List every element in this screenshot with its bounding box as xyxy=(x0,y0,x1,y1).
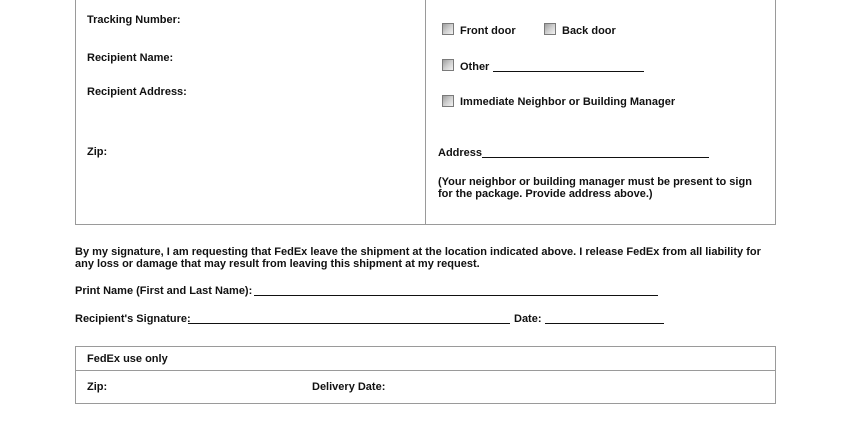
date-label: Date: xyxy=(514,313,542,325)
signature-label: Recipient's Signature: xyxy=(75,313,191,325)
tracking-number-label: Tracking Number: xyxy=(87,14,181,26)
fedex-use-only-box xyxy=(75,346,776,404)
neighbor-label: Immediate Neighbor or Building Manager xyxy=(460,96,676,108)
back-door-label: Back door xyxy=(562,25,616,37)
signature-input-line[interactable] xyxy=(188,323,510,324)
delivery-date-label: Delivery Date: xyxy=(312,381,386,393)
column-divider xyxy=(425,0,426,224)
front-door-checkbox[interactable] xyxy=(442,23,454,35)
fedex-box-divider xyxy=(76,370,775,371)
fedex-use-only-title: FedEx use only xyxy=(87,353,168,365)
date-input-line[interactable] xyxy=(545,323,664,324)
address-label: Address xyxy=(438,147,483,159)
fedex-zip-label: Zip: xyxy=(87,381,108,393)
back-door-checkbox[interactable] xyxy=(544,23,556,35)
zip-label: Zip: xyxy=(87,146,108,158)
print-name-input-line[interactable] xyxy=(254,295,658,296)
front-door-label: Front door xyxy=(460,25,516,37)
other-label: Other xyxy=(460,61,490,73)
recipient-name-label: Recipient Name: xyxy=(87,52,174,64)
authorization-statement: By my signature, I am requesting that FedEx leave the shipment at the location indicated above. I release FedEx from all liability for any loss or damage that may result from leaving this shipment at my request. xyxy=(75,246,761,270)
neighbor-checkbox[interactable] xyxy=(442,95,454,107)
recipient-address-label: Recipient Address: xyxy=(87,86,187,98)
neighbor-note: (Your neighbor or building manager must be present to sign for the package. Provide address above.) xyxy=(438,176,752,200)
other-input-line[interactable] xyxy=(493,71,644,72)
other-checkbox[interactable] xyxy=(442,59,454,71)
print-name-label: Print Name (First and Last Name): xyxy=(75,285,253,297)
address-input-line[interactable] xyxy=(482,157,709,158)
